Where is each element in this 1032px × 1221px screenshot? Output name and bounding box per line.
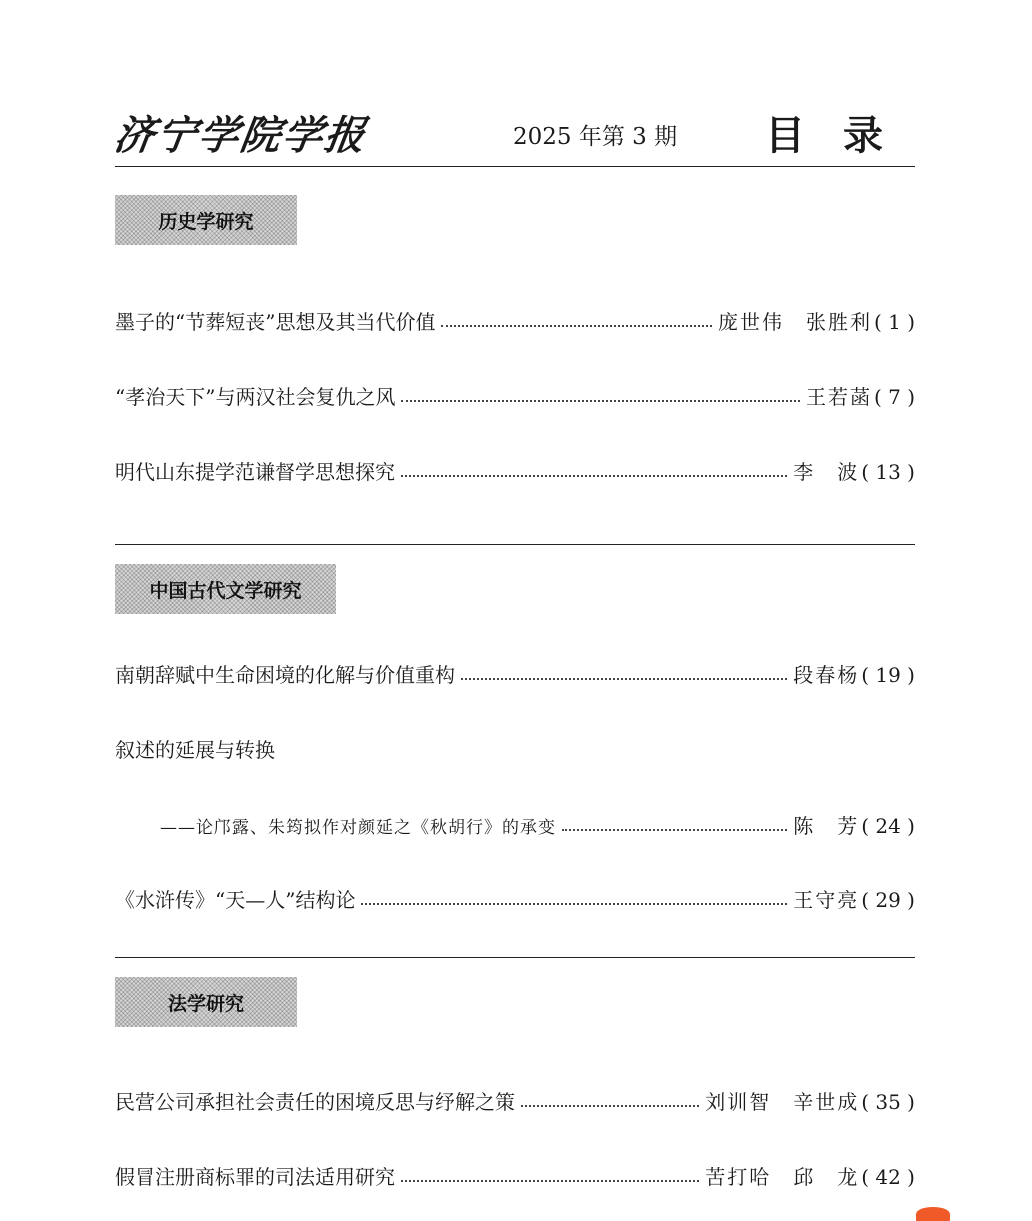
dot-leader [401, 399, 800, 402]
article-title: “孝治天下”与两汉社会复仇之风 [115, 385, 396, 409]
article-author: 陈 芳 [793, 814, 860, 838]
article-page: ( 7 ) [873, 385, 915, 409]
article-author: 王守亮 [793, 888, 860, 912]
section-banner-law [115, 977, 297, 1027]
article-page: ( 1 ) [873, 310, 915, 334]
journal-header [111, 100, 921, 167]
dot-leader [441, 324, 712, 327]
section-banner-ancient-literature [115, 564, 336, 614]
dot-leader [562, 828, 787, 831]
article-title: 假冒注册商标罪的司法适用研究 [115, 1165, 395, 1189]
dot-leader [401, 474, 787, 477]
article-page: ( 35 ) [861, 1090, 915, 1114]
section-divider [115, 957, 915, 958]
section-banner-history [115, 195, 297, 245]
section-title: 中国古代文学研究 [149, 579, 302, 602]
article-subtitle: ——论邝露、朱筠拟作对颜延之《秋胡行》的承变 [160, 818, 556, 838]
toc-entry[interactable] [115, 456, 915, 486]
article-title: 《水浒传》“天—人”结构论 [115, 888, 356, 912]
article-title: 明代山东提学范谦督学思想探究 [115, 460, 395, 484]
article-title-main[interactable]: 叙述的延展与转换 [115, 738, 275, 762]
article-page: ( 42 ) [861, 1165, 915, 1189]
toc-title: 目录 [765, 112, 921, 159]
article-author: 庞世伟 张胜利 [717, 310, 872, 334]
corner-mark [916, 1207, 950, 1221]
article-author: 李 波 [793, 460, 860, 484]
article-page: ( 19 ) [861, 663, 915, 687]
article-page: ( 24 ) [861, 814, 915, 838]
article-author: 苦打哈 邱 龙 [705, 1165, 860, 1189]
section-divider [115, 544, 915, 545]
article-author: 刘训智 辛世成 [705, 1090, 860, 1114]
article-page: ( 29 ) [861, 888, 915, 912]
article-title: 南朝辞赋中生命困境的化解与价值重构 [115, 663, 455, 687]
toc-entry[interactable] [115, 1086, 915, 1116]
article-author: 王若菡 [805, 385, 872, 409]
toc-entry[interactable] [115, 1161, 915, 1191]
section-title: 历史学研究 [158, 210, 254, 233]
dot-leader [461, 677, 787, 680]
issue-number: 2025 年第 3 期 [513, 124, 678, 150]
toc-entry[interactable] [115, 659, 915, 689]
section-title: 法学研究 [167, 992, 244, 1015]
dot-leader [401, 1179, 699, 1182]
journal-name: 济宁学院学报 [111, 112, 370, 159]
dot-leader [521, 1104, 699, 1107]
dot-leader [361, 902, 787, 905]
article-title: 民营公司承担社会责任的困境反思与纾解之策 [115, 1090, 515, 1114]
article-page: ( 13 ) [861, 460, 915, 484]
toc-entry[interactable] [115, 381, 915, 411]
toc-entry[interactable] [115, 306, 915, 336]
toc-entry[interactable] [115, 884, 915, 914]
toc-entry-subtitle[interactable] [160, 810, 915, 840]
article-author: 段春杨 [793, 663, 860, 687]
article-title: 墨子的“节葬短丧”思想及其当代价值 [115, 310, 436, 334]
